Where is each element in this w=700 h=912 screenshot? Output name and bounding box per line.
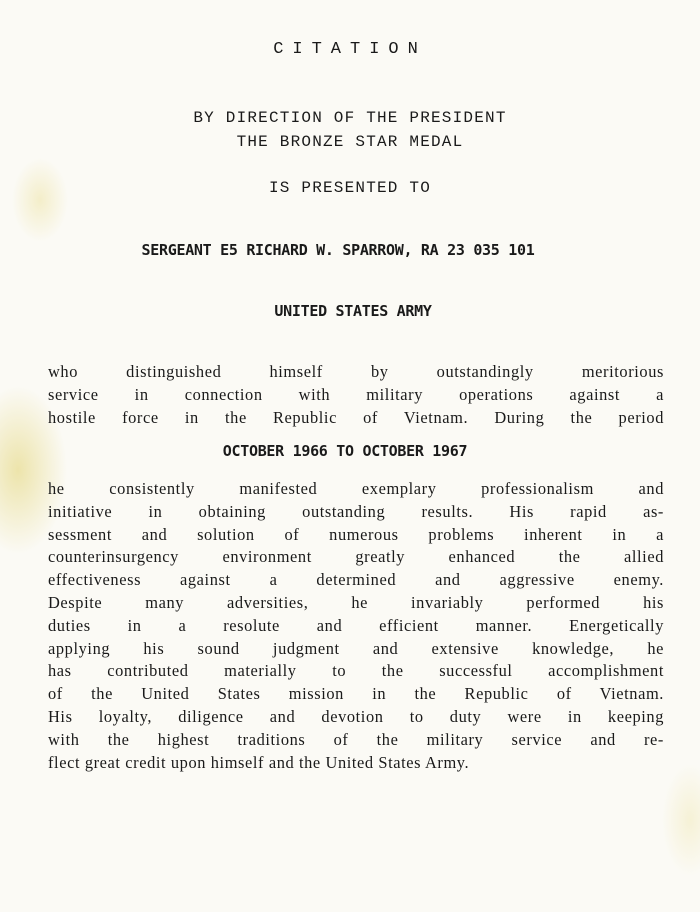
branch-line: UNITED STATES ARMY <box>274 302 432 320</box>
paragraph-line: has contributed materially to the successful accomplishment <box>48 661 664 681</box>
paragraph-line: with the highest traditions of the military service and re- <box>48 729 664 749</box>
direction-line: BY DIRECTION OF THE PRESIDENT <box>193 109 507 127</box>
paragraph-line: who distinguished himself by outstandingly meritorious <box>48 362 664 381</box>
paragraph-line: of the United States mission in the Republic of Vietnam. <box>48 684 664 704</box>
recipient-name: SERGEANT E5 RICHARD W. SPARROW, RA 23 035 101 <box>141 241 535 259</box>
paragraph-line: Despite many adversities, he invariably performed his <box>48 592 664 612</box>
paragraph-line: service in connection with military operations against a <box>48 384 664 404</box>
citation-paragraph-1 <box>48 361 664 429</box>
paragraph-line: applying his sound judgment and extensive knowledge, he <box>48 638 664 658</box>
paragraph-line: His loyalty, diligence and devotion to duty were in keeping <box>48 706 664 726</box>
paragraph-line: hostile force in the Republic of Vietnam. During the period <box>48 407 664 427</box>
paragraph-line: flect great credit upon himself and the United States Army. <box>48 752 470 772</box>
document-title: CITATION <box>273 40 427 59</box>
presented-line: IS PRESENTED TO <box>268 179 432 197</box>
citation-paragraph-2 <box>48 478 664 774</box>
paragraph-line: counterinsurgency environment greatly enhanced the allied <box>48 547 664 567</box>
paragraph-line: he consistently manifested exemplary professionalism and <box>48 479 664 498</box>
service-period: OCTOBER 1966 TO OCTOBER 1967 <box>222 442 468 460</box>
paragraph-line: effectiveness against a determined and aggressive enemy. <box>48 570 664 590</box>
medal-line: THE BRONZE STAR MEDAL <box>236 133 464 151</box>
paragraph-line: duties in a resolute and efficient manner. Energetically <box>48 615 664 635</box>
paragraph-line: initiative in obtaining outstanding results. His rapid as- <box>48 501 664 521</box>
paragraph-line: sessment and solution of numerous problems inherent in a <box>48 524 664 544</box>
